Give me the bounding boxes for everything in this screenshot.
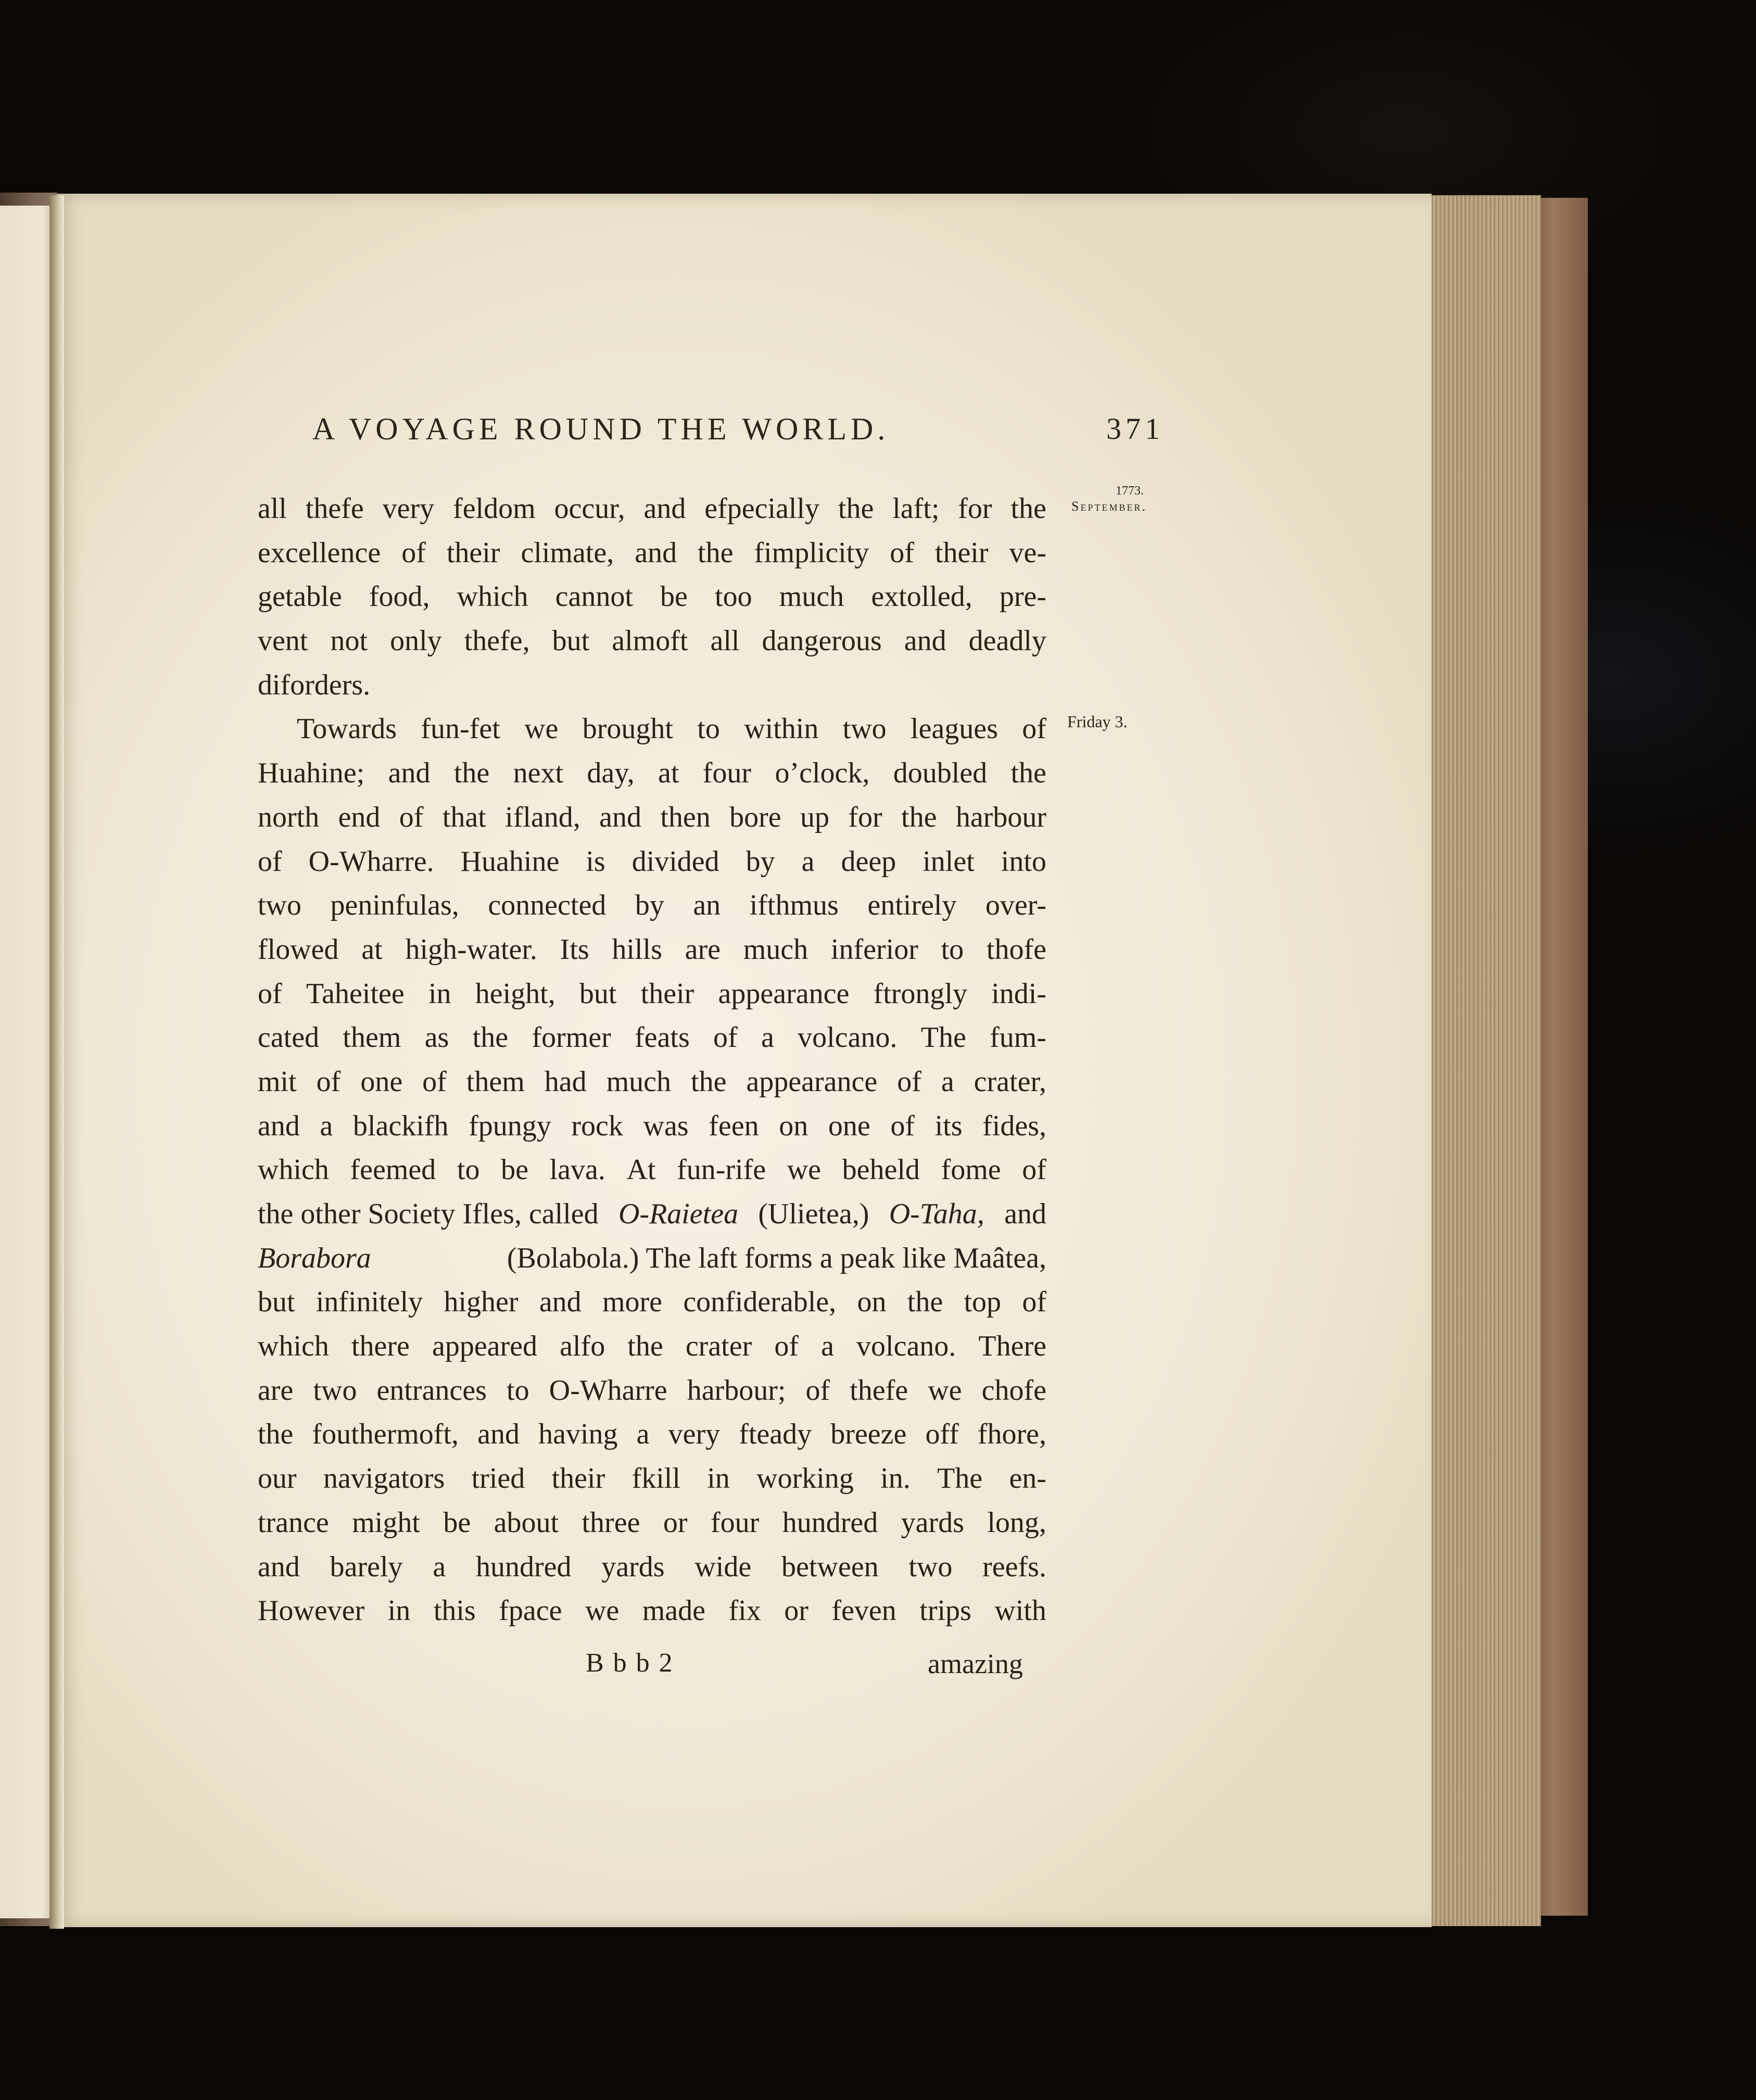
word: there [351,1330,410,1363]
word: ifland, [505,801,580,833]
text-line [258,840,1046,884]
word: of [258,845,282,878]
word: be [660,580,688,613]
text-line [258,1545,1046,1589]
word: end [338,801,381,833]
word: into [1001,845,1046,878]
text-line [258,1148,1046,1192]
word: north [258,801,320,833]
word: flowed [258,933,339,966]
word: The [937,1462,983,1495]
word: is [586,845,605,878]
text-line-borabora [258,1236,1046,1281]
word: their [934,536,989,569]
word: their [640,977,694,1010]
text-line [258,928,1046,972]
island-name-taha: O-Taha, [889,1198,984,1230]
word: by [635,889,664,922]
word: confiderable, [683,1286,837,1319]
word: brought [582,713,673,745]
word: the [472,1021,509,1054]
word: which [457,580,528,613]
word: and [635,536,677,569]
word: volcano. [798,1021,898,1054]
word: occur, [554,492,625,525]
word: much [743,933,808,966]
word: in [707,1462,730,1495]
word: the [1010,757,1046,790]
word: between [781,1550,879,1583]
word: barely [330,1550,403,1583]
word: harbour; [687,1374,786,1407]
text-line [258,1324,1046,1369]
word: of [316,1065,341,1098]
text-line [258,663,1046,707]
word: ftrongly [873,977,967,1010]
word: them [343,1021,401,1054]
word: laft; [892,492,940,525]
word: The [920,1021,966,1054]
word: two [313,1374,357,1407]
word: inferior [830,933,918,966]
word: peninfulas, [330,889,459,922]
word: the [627,1330,663,1363]
word: and [643,492,686,525]
text-line [258,1369,1046,1413]
word: their [551,1462,605,1495]
word: volcano. [856,1330,956,1363]
word: inlet [923,845,975,878]
word: of [1022,1154,1046,1186]
word: and [258,1550,300,1583]
margin-year: 1773. [1116,484,1144,498]
word: feats [635,1021,690,1054]
word: alfo [560,1330,605,1363]
line-segment: and [1004,1198,1046,1230]
word: thefe, [464,625,530,657]
running-head-title: A VOYAGE ROUND THE WORLD. [312,412,890,446]
text-line [258,619,1046,663]
text-line [258,972,1046,1016]
word: fides, [982,1109,1046,1142]
word: former [532,1021,611,1054]
word: a [761,1021,774,1054]
text-line [258,531,1046,575]
word: of [890,536,914,569]
word: a [320,1109,333,1142]
word: which [258,1154,329,1186]
word: as [424,1021,449,1054]
word: dangerous [762,625,882,657]
word: but [579,977,617,1010]
word: climate, [521,536,614,569]
word: doubled [893,757,988,790]
word: blackifh [352,1109,449,1142]
word: Its [560,933,589,966]
word: which [258,1330,329,1363]
word: vent [258,625,308,657]
word: getable [258,580,342,613]
word: a [941,1065,954,1098]
island-name-raietea: O-Raietea [618,1198,739,1230]
word: bore [729,801,781,833]
word: thefe [850,1374,908,1407]
word: en- [1009,1462,1046,1495]
word: on [779,1109,808,1142]
word: very [668,1418,721,1451]
word: divided [631,845,719,878]
word: in. [880,1462,911,1495]
word: having [538,1418,618,1451]
word: leagues [911,713,998,745]
paragraph-1 [258,487,1046,707]
word: fun-rife [677,1154,766,1186]
word: a [821,1330,834,1363]
word: hills [612,933,662,966]
word: over- [985,889,1046,922]
word: two [908,1550,953,1583]
word: be [501,1154,528,1186]
word: only [390,625,442,657]
word: an [693,889,721,922]
word: connected [488,889,607,922]
word: the [453,757,490,790]
word: ve- [1009,536,1046,569]
word: fix [728,1595,761,1627]
word: of [805,1374,830,1407]
word: pre- [999,580,1046,613]
word: fome [941,1154,1001,1186]
word: navigators [323,1462,445,1495]
word: was [643,1109,689,1142]
word: O-Wharre. [308,845,434,878]
page-number: 371 [1106,412,1164,446]
text-line [258,751,1046,795]
text-line-society-isles [258,1192,1046,1236]
word: chofe [981,1374,1046,1407]
word: extolled, [871,580,972,613]
word: o’clock, [775,757,870,790]
word: entirely [867,889,957,922]
word: four [710,1506,760,1539]
text-line [258,707,1046,751]
word: we [928,1374,962,1407]
word: two [842,713,887,745]
word: up [800,801,830,833]
word: are [685,933,721,966]
word: too [715,580,752,613]
word: its [934,1109,963,1142]
word: at [361,933,383,966]
word: deep [841,845,896,878]
word: within [744,713,819,745]
word: high-water. [405,933,537,966]
word: mit [258,1065,297,1098]
text-line [258,1104,1046,1148]
word: four [702,757,752,790]
word: we [787,1154,822,1186]
word: a [636,1418,650,1451]
text-line [258,1457,1046,1501]
word: very [382,492,435,525]
word: all [710,625,740,657]
word: much [606,1065,672,1098]
word: working [756,1462,854,1495]
book-gutter [49,195,64,1929]
word: indi- [991,977,1046,1010]
word: at [658,757,679,790]
catchword: amazing [928,1648,1023,1679]
word: and [388,757,431,790]
word: entrances [376,1374,487,1407]
word: Towards [297,713,397,745]
word: fum- [990,1021,1046,1054]
word: with [994,1595,1046,1627]
word: fpungy [469,1109,551,1142]
word: thofe [986,933,1046,966]
word: and [477,1418,520,1451]
word: and [599,801,641,833]
word: of [1022,713,1046,745]
word: made [642,1595,706,1627]
word: infinitely [315,1286,423,1319]
word: cannot [555,580,633,613]
word: be [443,1506,471,1539]
word: the [698,536,734,569]
word: almoft [612,625,688,657]
word: of [258,977,282,1010]
word: in [428,977,451,1010]
margin-date: Friday 3. [1067,712,1128,731]
word: the [258,1418,294,1451]
word: of [399,801,424,833]
word: and [904,625,946,657]
word: fteady [739,1418,812,1451]
word: we [585,1595,620,1627]
paragraph-2-lines-b [258,1280,1046,1633]
text-line [258,1280,1046,1324]
word: O-Wharre [549,1374,667,1407]
word: appearance [718,977,850,1010]
paragraph-2 [258,707,1046,1633]
word: them [466,1065,525,1098]
word: fhore, [977,1418,1046,1451]
word: of [890,1109,915,1142]
word: of [774,1330,799,1363]
word: rock [571,1109,623,1142]
word: deadly [968,625,1046,657]
word: to [457,1154,480,1186]
island-name-borabora: Borabora [258,1242,371,1274]
word: higher [444,1286,519,1319]
word: about [494,1506,559,1539]
word: and [539,1286,582,1319]
word: day, [587,757,635,790]
text-line [258,487,1046,531]
word: much [779,580,844,613]
text-line [258,1412,1046,1457]
text-line [258,1589,1046,1633]
word: their [446,536,500,569]
word: or [663,1506,688,1539]
word: for [848,801,882,833]
text-line [258,795,1046,840]
word: diforders. [258,668,371,701]
word: the [691,1065,727,1098]
word: feen [709,1109,759,1142]
word: top [964,1286,1002,1319]
word: one [360,1065,403,1098]
line-segment: (Bolabola.) The laft forms a peak like Maâtea, [507,1242,1046,1274]
word: wide [694,1550,752,1583]
word: yards [901,1506,964,1539]
word: had [544,1065,587,1098]
margin-month: September. [1071,499,1147,514]
word: height, [475,977,555,1010]
word: of [1022,1286,1046,1319]
line-segment: the other Society Ifles, called [258,1198,599,1230]
word: next [513,757,564,790]
word: feemed [350,1154,436,1186]
word: beheld [842,1154,920,1186]
word: hundred [475,1550,572,1583]
word: the [1010,492,1046,525]
word: by [746,845,775,878]
word: for [958,492,992,525]
word: tried [471,1462,525,1495]
word: excellence [258,536,381,569]
word: of [897,1065,921,1098]
word: Huahine; [258,757,365,790]
word: but [552,625,590,657]
word: Huahine [460,845,560,878]
left-page-edge [0,206,52,1918]
word: crater, [974,1065,1046,1098]
word: one [828,1109,870,1142]
word: There [978,1330,1046,1363]
word: two [258,889,301,922]
word: hundred [782,1506,878,1539]
word: of [713,1021,738,1054]
word: breeze [830,1418,907,1451]
signature-mark: Bbb2 [586,1648,682,1678]
word: crater [685,1330,752,1363]
word: fimplicity [754,536,869,569]
text-line [258,1501,1046,1545]
word: reefs. [982,1550,1046,1583]
word: trance [258,1506,329,1539]
word: of [401,536,426,569]
line-segment: (Ulietea,) [758,1198,869,1230]
word: yards [601,1550,665,1583]
word: fun-fet [421,713,500,745]
word: lava. [549,1154,605,1186]
word: not [330,625,368,657]
word: fkill [631,1462,680,1495]
word: then [660,801,711,833]
word: harbour [955,801,1046,833]
word: more [602,1286,663,1319]
paragraph-2-lines-a [258,707,1046,1192]
word: appeared [432,1330,538,1363]
word: the [907,1286,943,1319]
text-line [258,575,1046,619]
word: that [442,801,486,833]
word: three [582,1506,640,1539]
word: are [258,1374,294,1407]
word: efpecially [704,492,820,525]
word: a [433,1550,446,1583]
word: or [784,1595,808,1627]
word: in [387,1595,411,1627]
body-text [258,487,1046,1633]
text-line [258,1016,1046,1060]
word: our [258,1462,297,1495]
word: ifthmus [749,889,839,922]
word: the [838,492,874,525]
word: of [422,1065,447,1098]
word: but [258,1286,295,1319]
word: fouthermoft, [312,1418,459,1451]
word: to [941,933,964,966]
word: we [524,713,559,745]
word: food, [369,580,430,613]
word: this [433,1595,476,1627]
word: feven [831,1595,896,1627]
word: trips [919,1595,971,1627]
page-block-edges [1429,195,1541,1926]
word: to [697,713,720,745]
word: feldom [453,492,536,525]
word: on [857,1286,887,1319]
word: and [258,1109,300,1142]
text-line [258,883,1046,928]
word: off [925,1418,959,1451]
word: the [901,801,937,833]
word: At [626,1154,656,1186]
word: fpace [499,1595,562,1627]
text-line [258,1060,1046,1104]
word: to [507,1374,529,1407]
word: thefe [305,492,364,525]
word: all [258,492,287,525]
word: cated [258,1021,320,1054]
word: a [801,845,815,878]
word: long, [987,1506,1046,1539]
word: might [352,1506,420,1539]
word: Taheitee [306,977,405,1010]
word: appearance [746,1065,878,1098]
word: However [258,1595,365,1627]
